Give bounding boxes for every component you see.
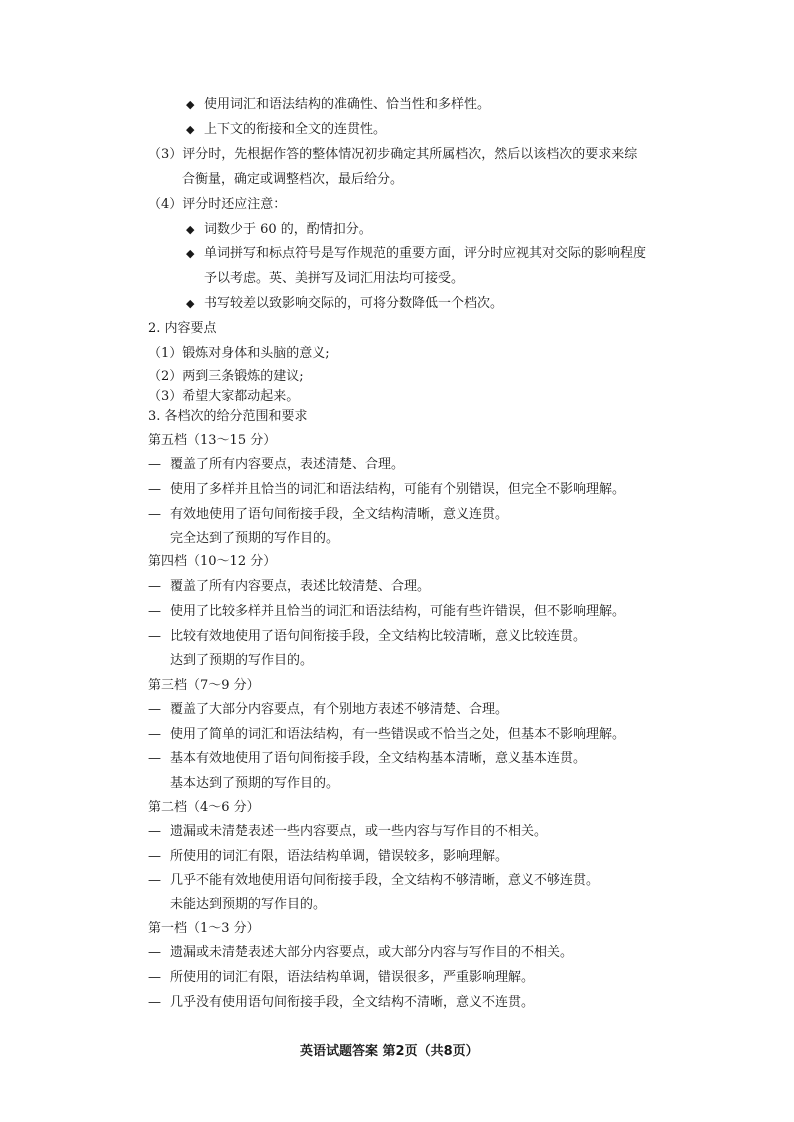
dash-icon: — — [148, 849, 161, 864]
dash-icon: — — [148, 482, 161, 497]
tier-item: 使用了简单的词汇和语法结构，有一些错误或不恰当之处，但基本不影响理解。 — [170, 727, 626, 742]
dash-icon: — — [148, 995, 161, 1010]
tier-item: 几乎没有使用语句间衔接手段，全文结构不清晰，意义不连贯。 — [170, 995, 535, 1010]
section-2-heading: 2. 内容要点 — [148, 321, 217, 336]
tier-title: 第三档（7～9 分） — [148, 678, 260, 693]
bullet-icon: ◆ — [186, 223, 195, 236]
tier-item: 覆盖了所有内容要点，表述比较清楚、合理。 — [170, 579, 431, 594]
rule-3-line: 合衡量，确定或调整档次，最后给分。 — [182, 172, 404, 187]
tier-summary: 达到了预期的写作目的。 — [170, 653, 314, 668]
tier-item: 所使用的词汇有限，语法结构单调，错误很多，严重影响理解。 — [170, 970, 535, 985]
dash-icon: — — [148, 507, 161, 522]
content-point: （1）锻炼对身体和头脑的意义; — [148, 346, 330, 361]
content-point: （3）希望大家都动起来。 — [148, 389, 300, 404]
tier-item: 基本有效地使用了语句间衔接手段，全文结构基本清晰，意义基本连贯。 — [170, 751, 587, 766]
dash-icon: — — [148, 970, 161, 985]
tier-item: 使用了比较多样并且恰当的词汇和语法结构，可能有些许错误，但不影响理解。 — [170, 604, 626, 619]
dash-icon: — — [148, 457, 161, 472]
rule-4-bullet-continued: 予以考虑。英、美拼写及词汇用法均可接受。 — [204, 271, 465, 286]
tier-item: 遗漏或未清楚表述一些内容要点，或一些内容与写作目的不相关。 — [170, 824, 548, 839]
tier-title: 第二档（4～6 分） — [148, 800, 260, 815]
tier-item: 比较有效地使用了语句间衔接手段，全文结构比较清晰，意义比较连贯。 — [170, 629, 587, 644]
bullet-icon: ◆ — [186, 247, 195, 260]
rule-3-line: （3）评分时，先根据作答的整体情况初步确定其所属档次，然后以该档次的要求来综 — [148, 147, 638, 162]
rule-4-bullet: 书写较差以致影响交际的，可将分数降低一个档次。 — [204, 296, 504, 311]
tier-item: 遗漏或未清楚表述大部分内容要点，或大部分内容与写作目的不相关。 — [170, 945, 574, 960]
dash-icon: — — [148, 727, 161, 742]
tier-item: 有效地使用了语句间衔接手段，全文结构清晰，意义连贯。 — [170, 507, 509, 522]
bullet-icon: ◆ — [186, 123, 195, 136]
tier-item: 所使用的词汇有限，语法结构单调，错误较多，影响理解。 — [170, 849, 509, 864]
rule-4-heading: （4）评分时还应注意： — [148, 197, 287, 212]
tier-item: 覆盖了大部分内容要点，有个别地方表述不够清楚、合理。 — [170, 702, 509, 717]
tier-title: 第五档（13～15 分） — [148, 433, 277, 448]
rule-4-bullet: 单词拼写和标点符号是写作规范的重要方面，评分时应视其对交际的影响程度 — [204, 246, 647, 261]
section-3-heading: 3. 各档次的给分范围和要求 — [148, 409, 308, 424]
content-point: （2）两到三条锻炼的建议; — [148, 369, 304, 384]
dash-icon: — — [148, 824, 161, 839]
dash-icon: — — [148, 604, 161, 619]
tier-summary: 未能达到预期的写作目的。 — [170, 897, 327, 912]
page-footer: 英语试题答案 第2页（共8页） — [300, 1044, 479, 1059]
tier-item: 使用了多样并且恰当的词汇和语法结构，可能有个别错误，但完全不影响理解。 — [170, 482, 626, 497]
tier-summary: 基本达到了预期的写作目的。 — [170, 776, 340, 791]
dash-icon: — — [148, 873, 161, 888]
tier-item: 几乎不能有效地使用语句间衔接手段，全文结构不够清晰，意义不够连贯。 — [170, 873, 600, 888]
dash-icon: — — [148, 751, 161, 766]
tier-item: 覆盖了所有内容要点，表述清楚、合理。 — [170, 457, 405, 472]
intro-bullet-text: 上下文的衔接和全文的连贯性。 — [204, 122, 387, 137]
dash-icon: — — [148, 579, 161, 594]
dash-icon: — — [148, 945, 161, 960]
bullet-icon: ◆ — [186, 297, 195, 310]
rule-4-bullet: 词数少于 60 的，酌情扣分。 — [204, 222, 372, 237]
intro-bullet-text: 使用词汇和语法结构的准确性、恰当性和多样性。 — [204, 97, 491, 112]
tier-summary: 完全达到了预期的写作目的。 — [170, 531, 340, 546]
bullet-icon: ◆ — [186, 98, 195, 111]
tier-title: 第四档（10～12 分） — [148, 554, 277, 569]
dash-icon: — — [148, 702, 161, 717]
tier-title: 第一档（1～3 分） — [148, 921, 260, 936]
dash-icon: — — [148, 629, 161, 644]
